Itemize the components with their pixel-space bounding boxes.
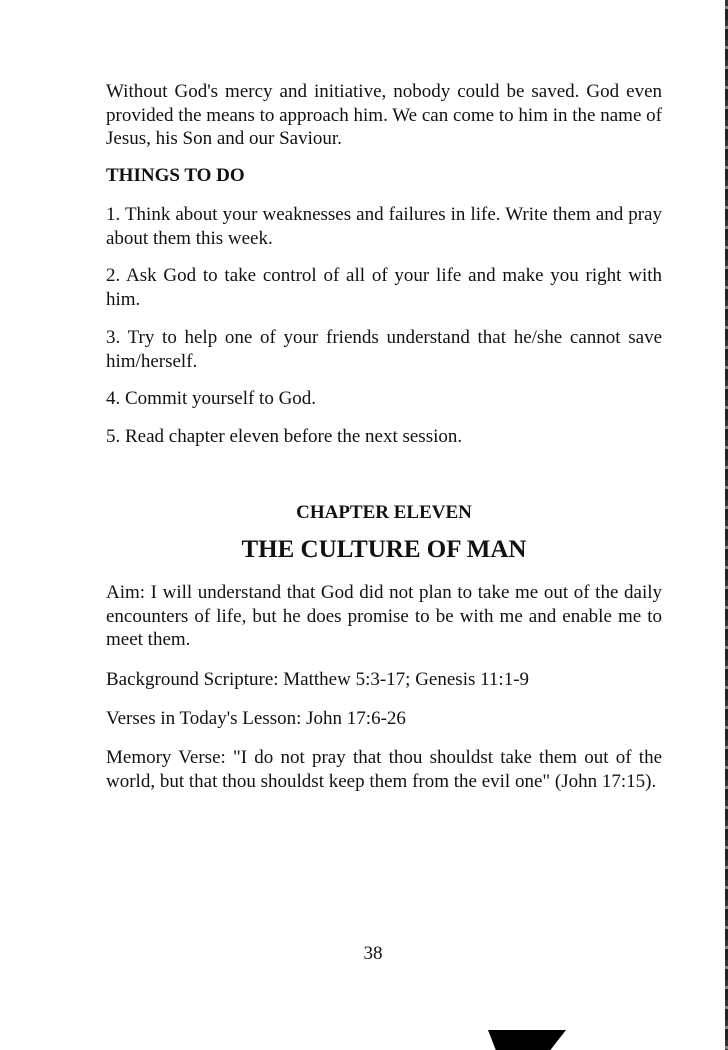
verses-in-lesson: Verses in Today's Lesson: John 17:6-26 <box>106 708 406 729</box>
page-number: 38 <box>363 943 383 964</box>
list-item: 5. Read chapter eleven before the next session. <box>106 426 463 447</box>
chapter-label: CHAPTER ELEVEN <box>296 502 472 523</box>
list-item: 4. Commit yourself to God. <box>106 388 317 409</box>
aim-paragraph: Aim: I will understand that God did not plan to take me out of the daily encounters of life, but he does promise to be with me and enable me to meet them. <box>106 582 662 650</box>
list-item: 1. Think about your weaknesses and failures in life. Write them and pray about them this week. <box>106 204 662 249</box>
chapter-title: THE CULTURE OF MAN <box>241 536 527 563</box>
list-item: 3. Try to help one of your friends understand that he/she cannot save him/herself. <box>106 327 662 372</box>
list-item: 2. Ask God to take control of all of your life and make you right with him. <box>106 265 662 310</box>
page-tab-mark <box>488 1030 566 1050</box>
things-to-do-heading: THINGS TO DO <box>106 165 245 186</box>
background-scripture: Background Scripture: Matthew 5:3-17; Genesis 11:1-9 <box>106 669 530 690</box>
intro-paragraph: Without God's mercy and initiative, nobody could be saved. God even provided the means to approach him. We can come to him in the name of Jesus, his Son and our Saviour. <box>106 81 662 149</box>
memory-verse: Memory Verse: "I do not pray that thou shouldst take them out of the world, but that thou shouldst keep them from the evil one" (John 17:15). <box>106 747 662 792</box>
